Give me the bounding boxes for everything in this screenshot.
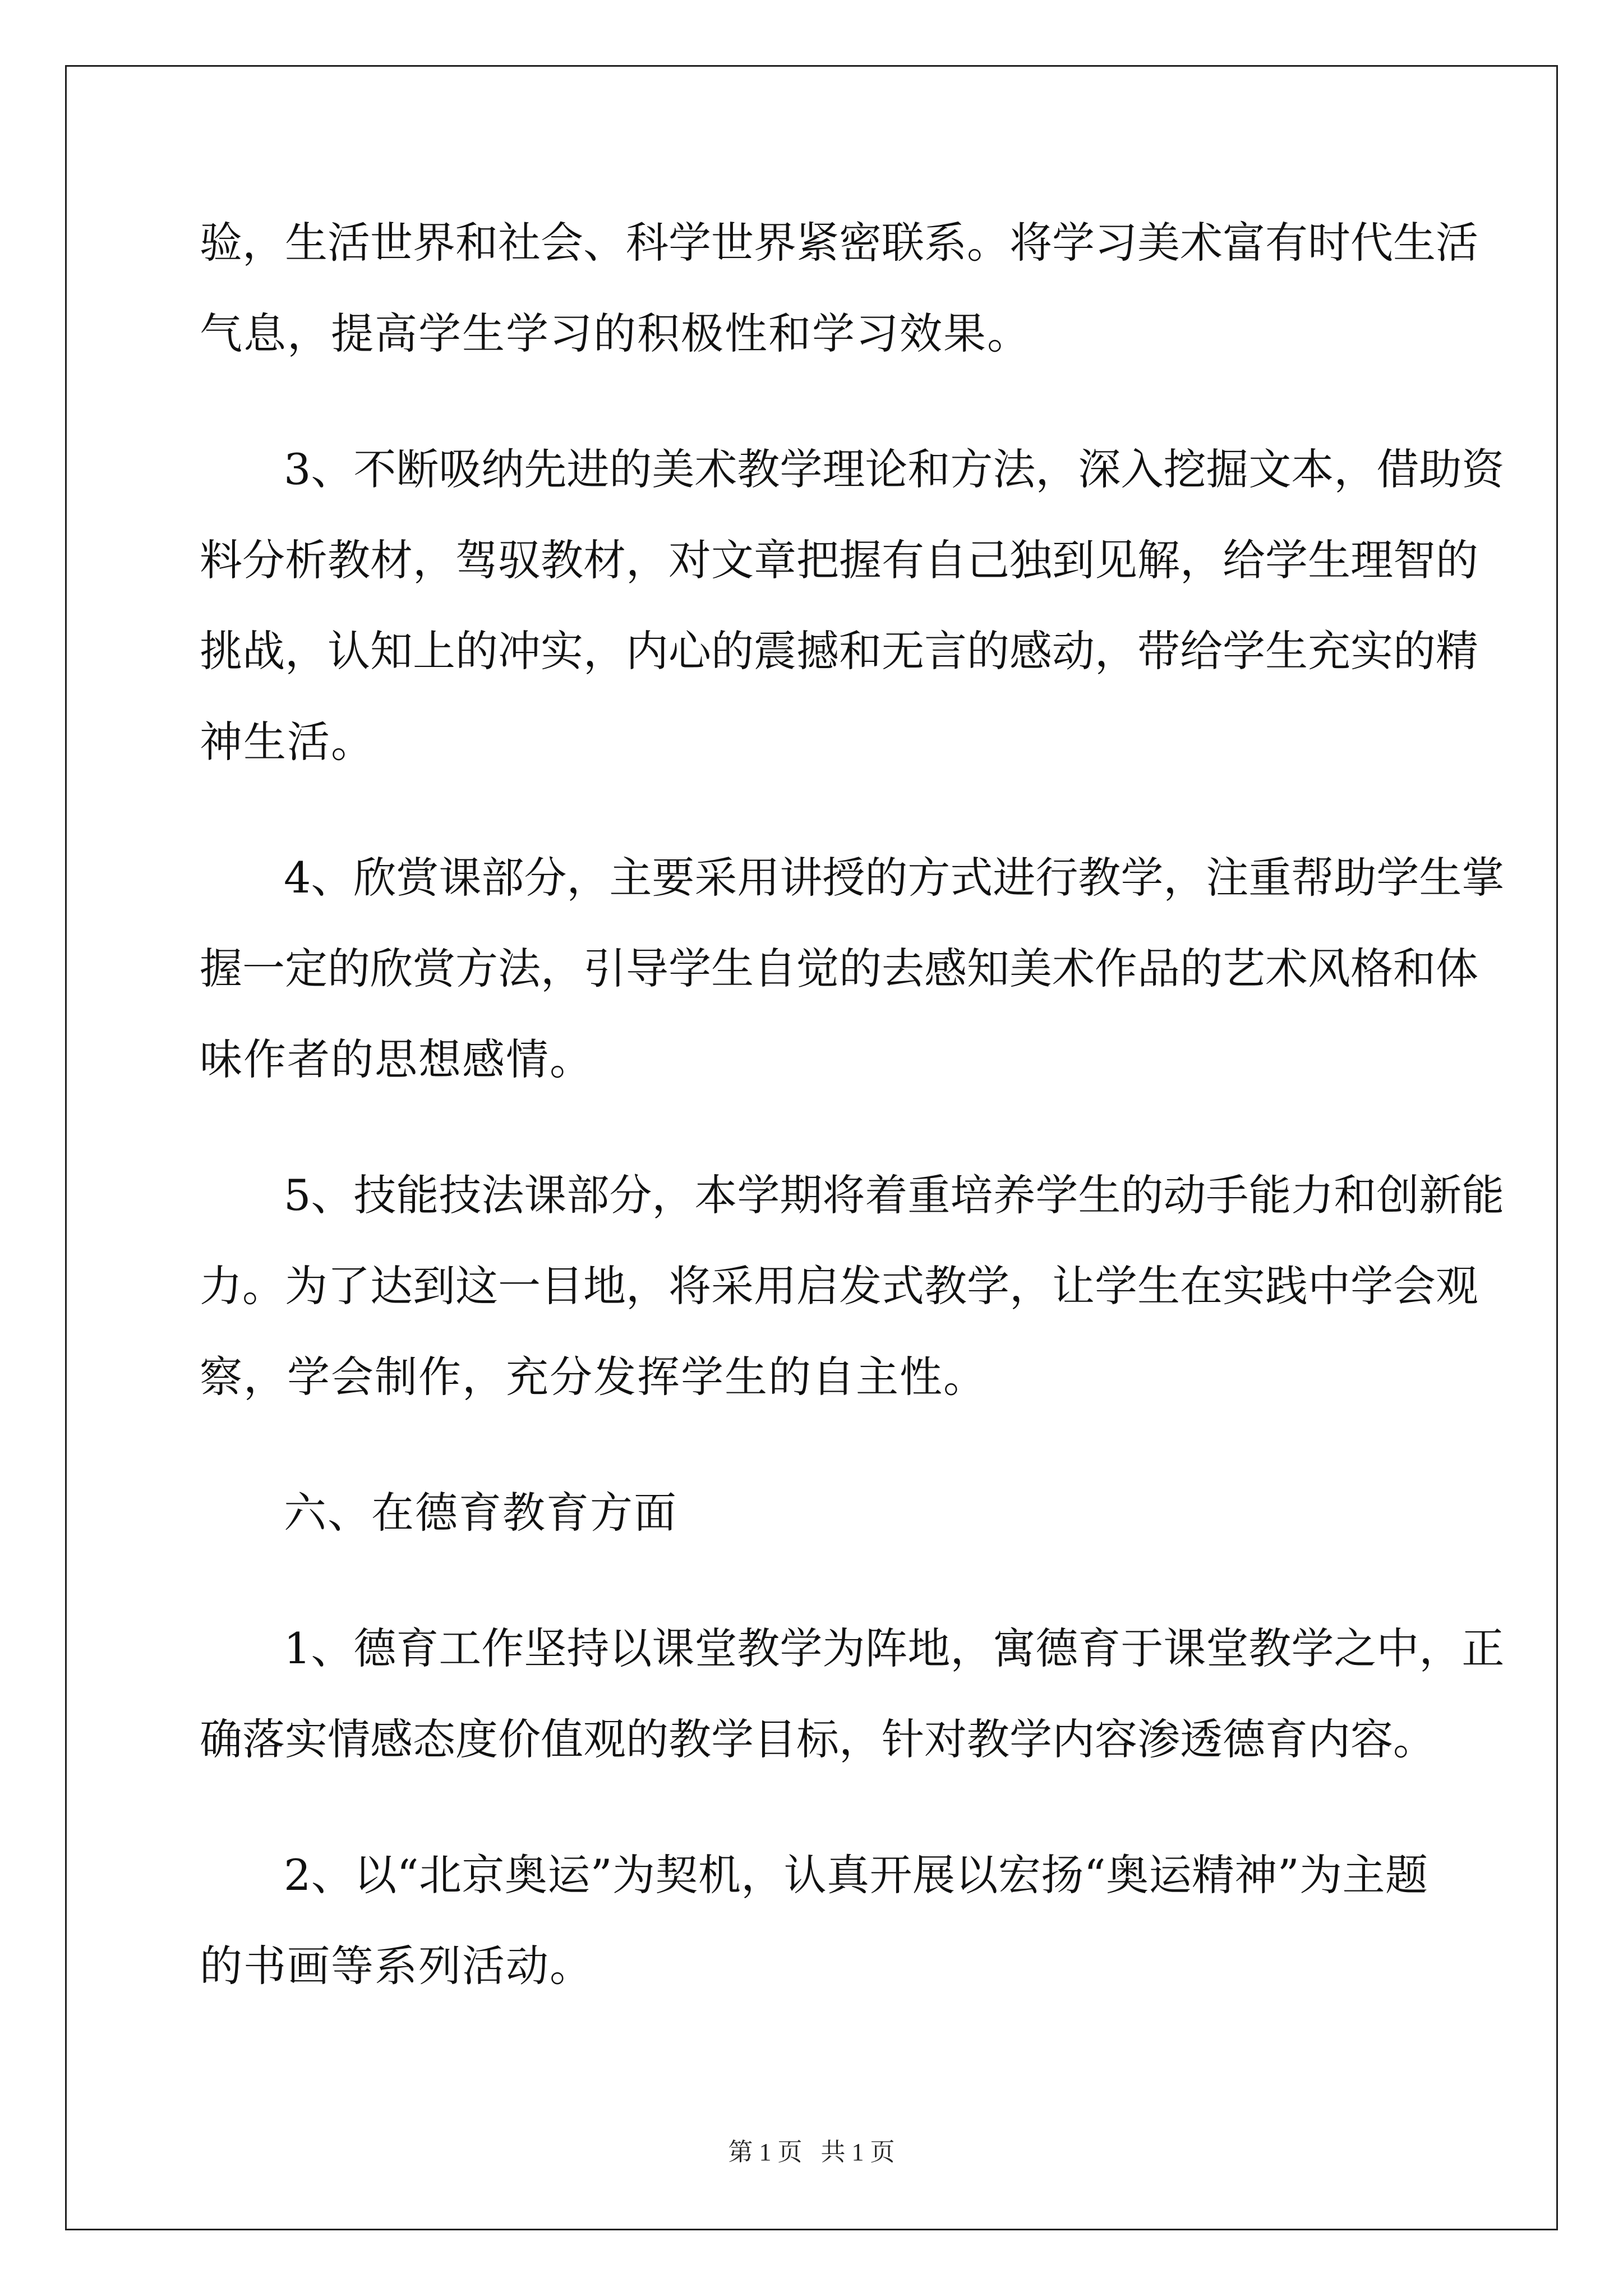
text-line: 握一定的欣赏方法，引导学生自觉的去感知美术作品的艺术风格和体 (200, 944, 1478, 993)
item-1-line-1: 1、德育工作坚持以课堂教学为阵地，寓德育于课堂教学之中，正 (284, 1623, 1505, 1673)
text-line: 味作者的思想感情。 (200, 1034, 593, 1084)
text-line: 确落实情感态度价值观的教学目标，针对教学内容渗透德育内容。 (200, 1714, 1436, 1764)
item-2-line-1: 2、以“北京奥运”为契机，认真开展以宏扬“奥运精神”为主题 (284, 1850, 1428, 1900)
text-line: 气息，提高学生学习的积极性和学习效果。 (200, 309, 1031, 358)
section-heading: 六、在德育教育方面 (284, 1488, 677, 1538)
text-line: 料分析教材，驾驭教材，对文章把握有自己独到见解，给学生理智的 (200, 535, 1478, 585)
text-line: 神生活。 (200, 717, 375, 767)
text-line: 的书画等系列活动。 (200, 1941, 593, 1991)
paragraph-4-line-1: 4、欣赏课部分，主要采用讲授的方式进行教学，注重帮助学生掌 (284, 853, 1505, 903)
page-number-footer: 第 1 页 共 1 页 (728, 2138, 895, 2166)
text-line: 挑战，认知上的冲实，内心的震撼和无言的感动，带给学生充实的精 (200, 626, 1478, 676)
text-line: 力。为了达到这一目地，将采用启发式教学，让学生在实践中学会观 (200, 1261, 1478, 1311)
paragraph-3-line-1: 3、不断吸纳先进的美术教学理论和方法，深入挖掘文本，借助资 (284, 444, 1505, 494)
text-line: 察，学会制作，充分发挥学生的自主性。 (200, 1352, 987, 1402)
text-line: 验，生活世界和社会、科学世界紧密联系。将学习美术富有时代生活 (200, 218, 1478, 268)
paragraph-5-line-1: 5、技能技法课部分，本学期将着重培养学生的动手能力和创新能 (284, 1170, 1505, 1220)
page-border (65, 65, 1558, 2230)
